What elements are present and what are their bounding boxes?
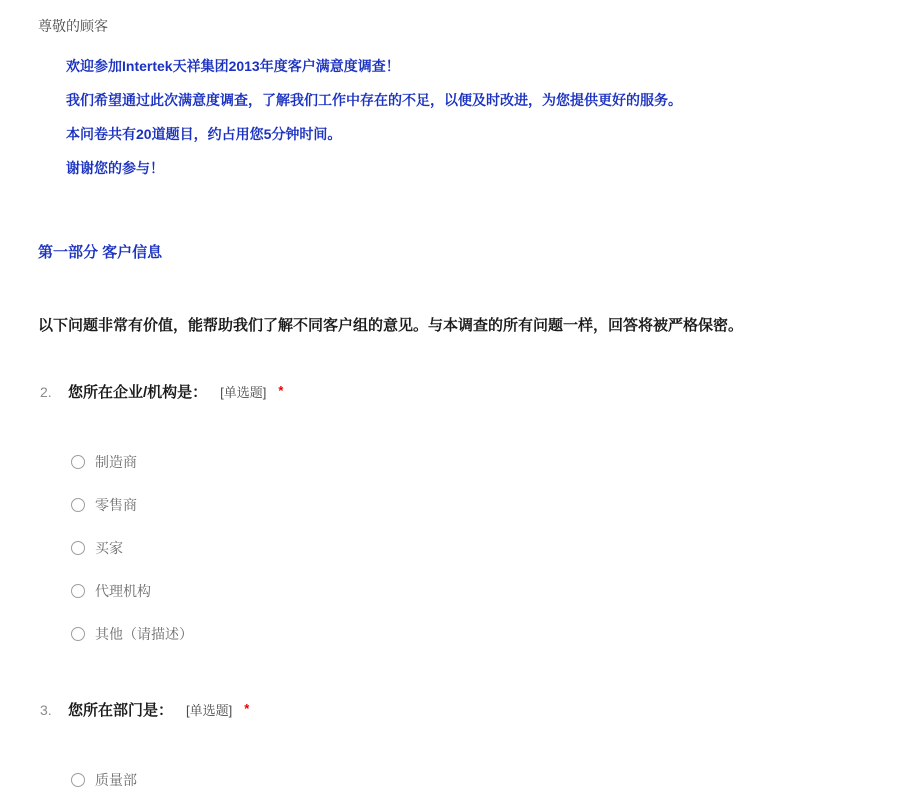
required-asterisk: * bbox=[278, 383, 284, 398]
radio-option-agency[interactable] bbox=[71, 581, 151, 601]
question-number: 2. bbox=[40, 384, 52, 400]
question-type-label: [单选题] bbox=[186, 703, 233, 718]
intro-line: 欢迎参加Intertek天祥集团2013年度客户满意度调查！ bbox=[66, 58, 400, 74]
question-3-options bbox=[40, 720, 900, 800]
question-title: 您所在部门是： bbox=[68, 702, 174, 719]
radio-option-buyer[interactable] bbox=[71, 538, 123, 558]
option-label: 零售商 bbox=[95, 497, 137, 513]
question-number: 3. bbox=[40, 702, 52, 718]
radio-button-icon[interactable] bbox=[71, 455, 85, 469]
question-2-header bbox=[40, 383, 900, 402]
intro-line: 我们希望通过此次满意度调查，了解我们工作中存在的不足，以便及时改进，为您提供更好的服务。 bbox=[66, 92, 682, 108]
option-label: 买家 bbox=[95, 540, 123, 556]
radio-button-icon[interactable] bbox=[71, 627, 85, 641]
radio-button-icon[interactable] bbox=[71, 498, 85, 512]
section-description: 以下问题非常有价值，能帮助我们了解不同客户组的意见。与本调查的所有问题一样，回答将被严格保密。 bbox=[38, 317, 744, 334]
survey-intro bbox=[0, 34, 900, 195]
greeting-text: 尊敬的顾客 bbox=[38, 18, 108, 34]
section-title: 第一部分 客户信息 bbox=[38, 244, 163, 261]
radio-option-quality-dept[interactable] bbox=[71, 770, 137, 790]
radio-button-icon[interactable] bbox=[71, 541, 85, 555]
question-type-label: [单选题] bbox=[220, 385, 267, 400]
option-label: 质量部 bbox=[95, 772, 137, 788]
radio-option-manufacturer[interactable] bbox=[71, 452, 137, 472]
intro-line: 谢谢您的参与！ bbox=[66, 160, 164, 176]
question-title: 您所在企业/机构是： bbox=[68, 384, 208, 401]
radio-option-retailer[interactable] bbox=[71, 495, 137, 515]
radio-button-icon[interactable] bbox=[71, 584, 85, 598]
question-2-options bbox=[40, 402, 900, 668]
option-label: 制造商 bbox=[95, 454, 137, 470]
option-label: 代理机构 bbox=[95, 583, 151, 599]
intro-line: 本问卷共有20道题目，约占用您5分钟时间。 bbox=[66, 126, 342, 142]
radio-option-other[interactable] bbox=[71, 624, 193, 644]
question-3 bbox=[0, 668, 900, 800]
option-label: 其他（请描述） bbox=[95, 626, 193, 642]
radio-button-icon[interactable] bbox=[71, 773, 85, 787]
question-3-header bbox=[40, 701, 900, 720]
required-asterisk: * bbox=[244, 701, 250, 716]
question-2 bbox=[0, 335, 900, 668]
